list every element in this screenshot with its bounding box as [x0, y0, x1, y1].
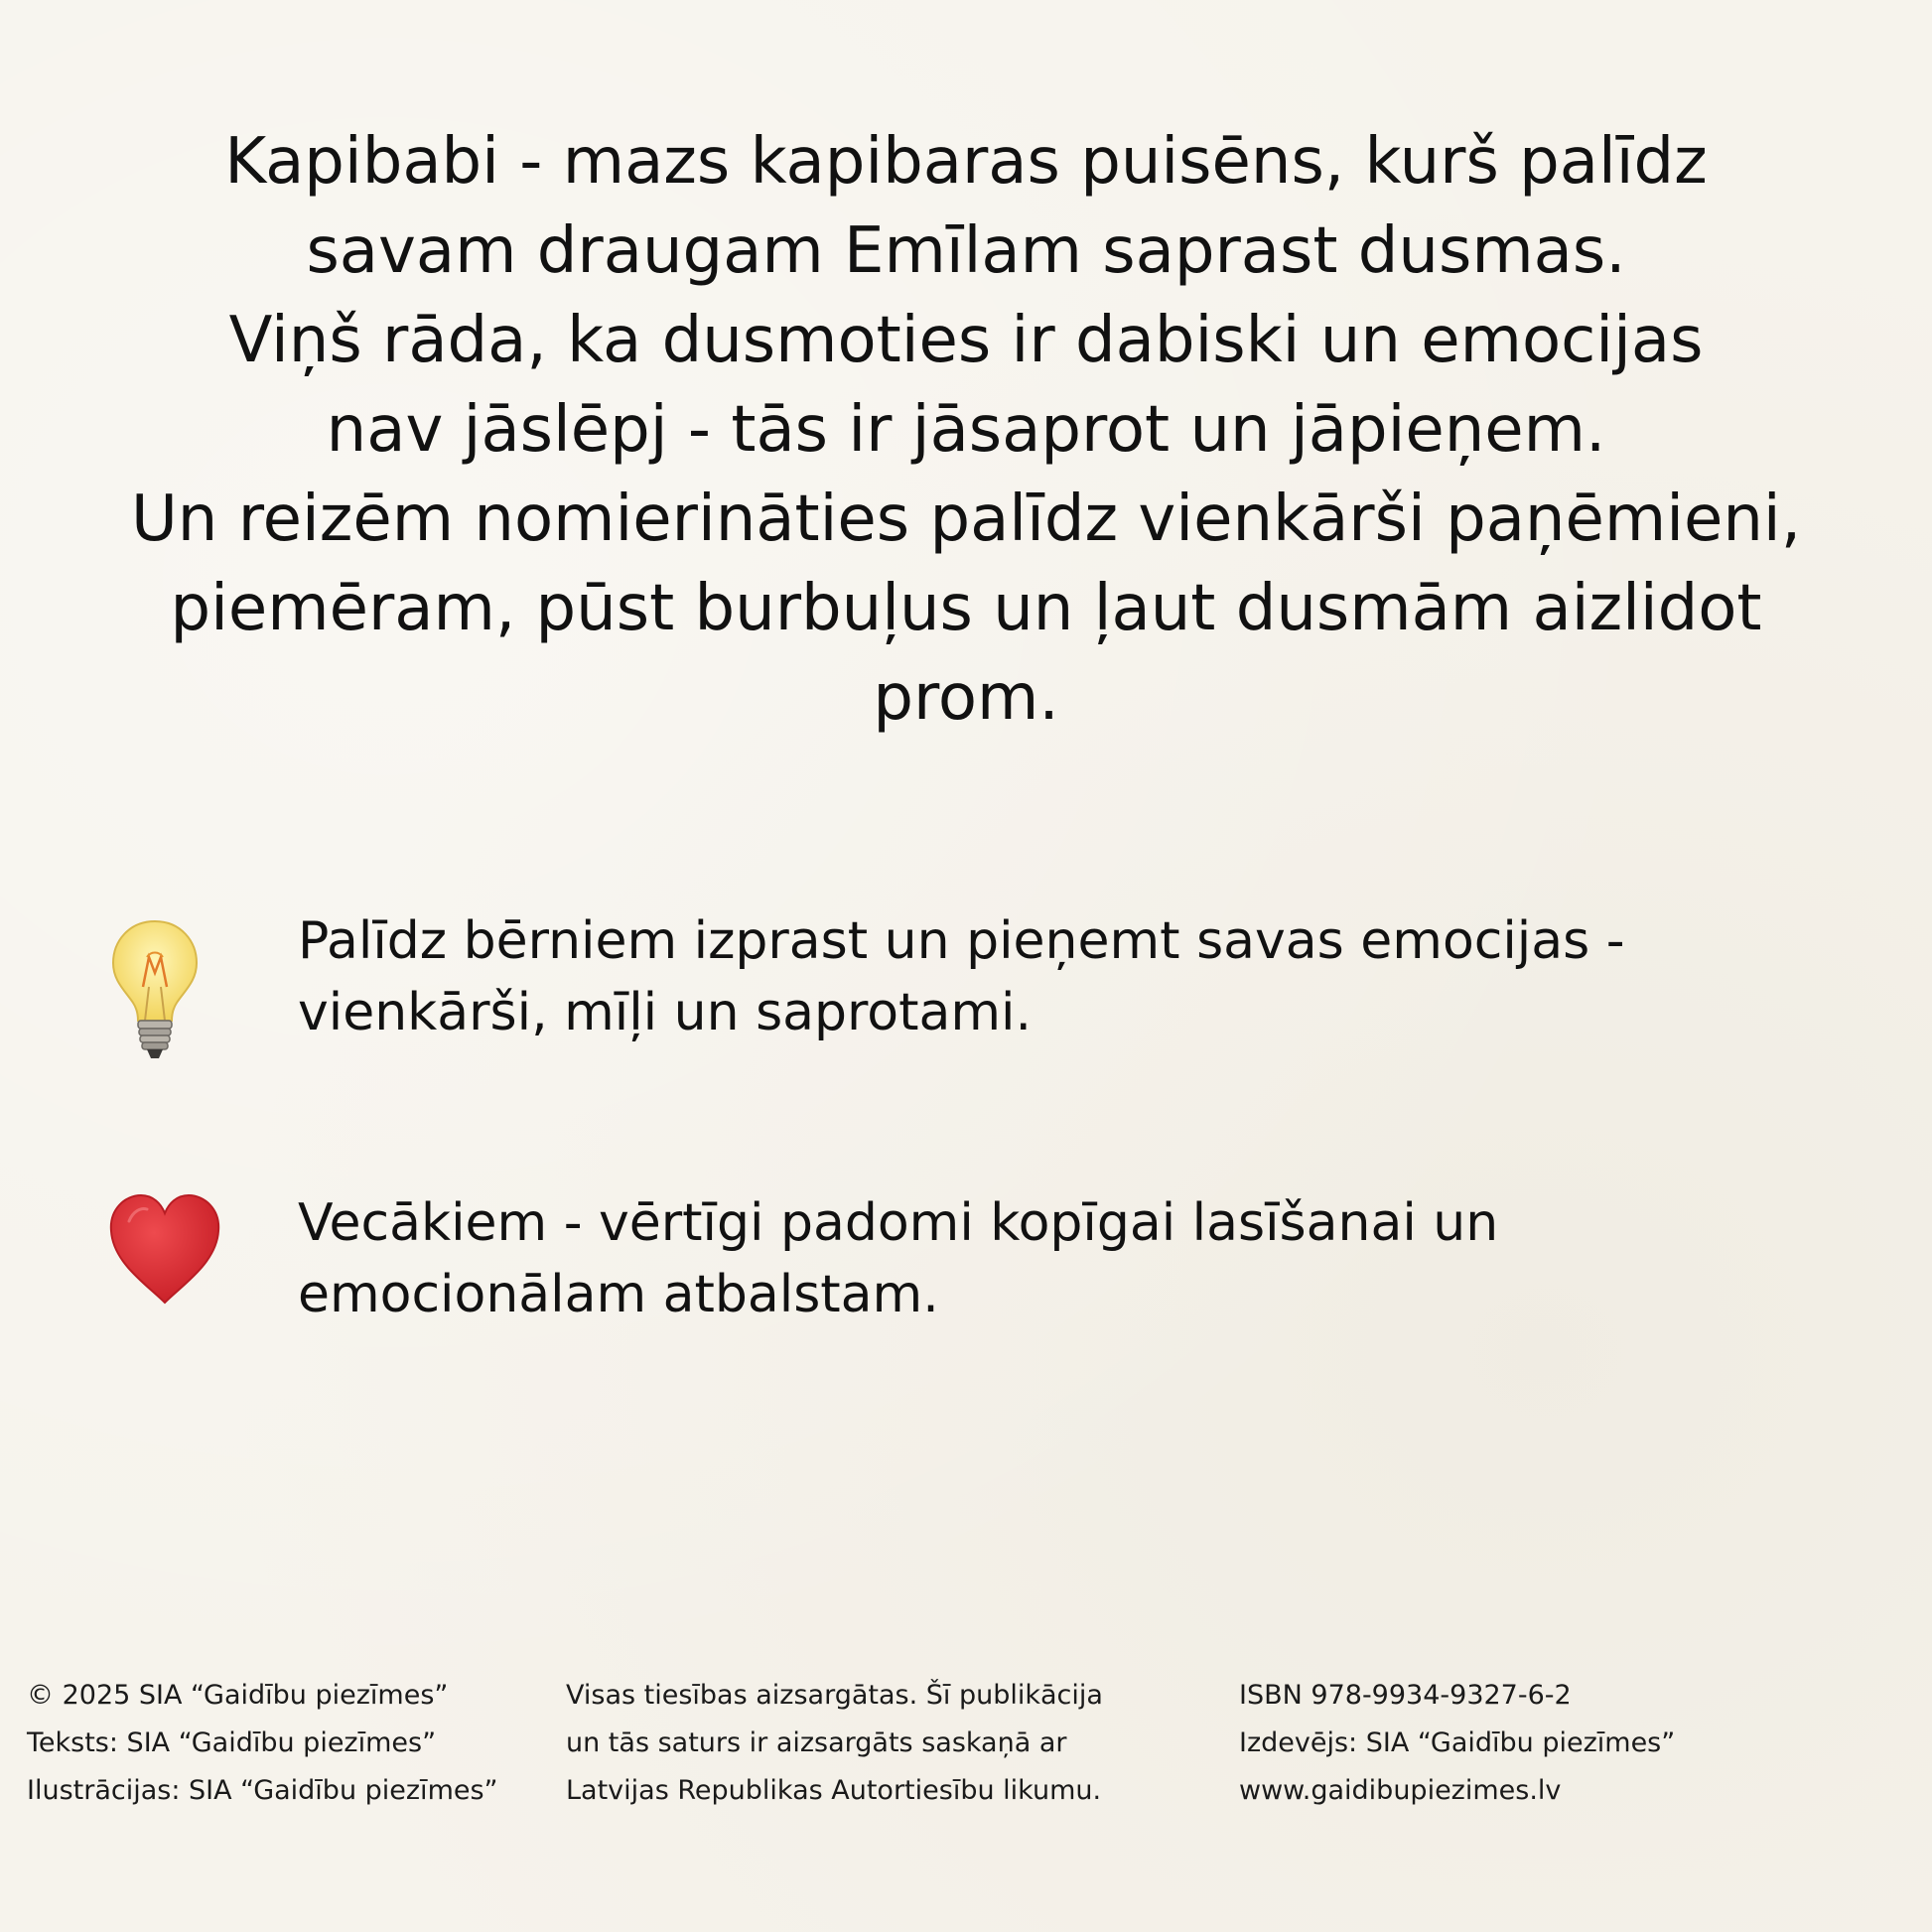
feature-line: vienkārši, mīļi un saprotami.	[298, 983, 1032, 1042]
intro-line: prom.	[873, 661, 1059, 735]
footer-publisher-name: Izdevējs: SIA “Gaidību piezīmes”	[1239, 1727, 1676, 1758]
intro-line: Un reizēm nomierināties palīdz vienkārši paņēmieni,	[130, 483, 1802, 556]
feature-line: Vecākiem - vērtīgi padomi kopīgai lasīšanai un	[298, 1193, 1499, 1253]
footer-line: un tās saturs ir aizsargāts saskaņā ar	[566, 1727, 1067, 1758]
feature-text	[298, 1187, 1498, 1330]
footer-line: Visas tiesības aizsargātas. Šī publikācija	[566, 1680, 1103, 1711]
footer-rights	[566, 1672, 1103, 1815]
footer-line: Latvijas Republikas Autortiesību likumu.	[566, 1775, 1102, 1806]
intro-line: nav jāslēpj - tās ir jāsaprot un jāpieņem.	[326, 393, 1606, 467]
footer-credits	[27, 1672, 498, 1815]
feature-line: emocionālam atbalstam.	[298, 1265, 939, 1324]
feature-line: Palīdz bērniem izprast un pieņemt savas emocijas -	[298, 911, 1625, 971]
heart-icon	[107, 1191, 222, 1312]
footer-line: Ilustrācijas: SIA “Gaidību piezīmes”	[27, 1775, 498, 1806]
feature-text	[298, 905, 1625, 1048]
footer-isbn: ISBN 978-9934-9327-6-2	[1239, 1680, 1572, 1711]
lightbulb-icon	[107, 917, 203, 1070]
intro-paragraph	[60, 117, 1872, 743]
intro-line: Viņš rāda, ka dusmoties ir dabiski un emocijas	[228, 304, 1704, 377]
footer-publisher	[1239, 1672, 1675, 1815]
footer-website-link[interactable]: www.gaidibupiezimes.lv	[1239, 1775, 1562, 1806]
intro-line: Kapibabi - mazs kapibaras puisēns, kurš palīdz	[224, 125, 1708, 199]
footer-line: © 2025 SIA “Gaidību piezīmes”	[27, 1680, 449, 1711]
intro-line: piemēram, pūst burbuļus un ļaut dusmām aizlidot	[170, 572, 1762, 645]
footer-line: Teksts: SIA “Gaidību piezīmes”	[27, 1727, 437, 1758]
intro-line: savam draugam Emīlam saprast dusmas.	[306, 214, 1626, 288]
